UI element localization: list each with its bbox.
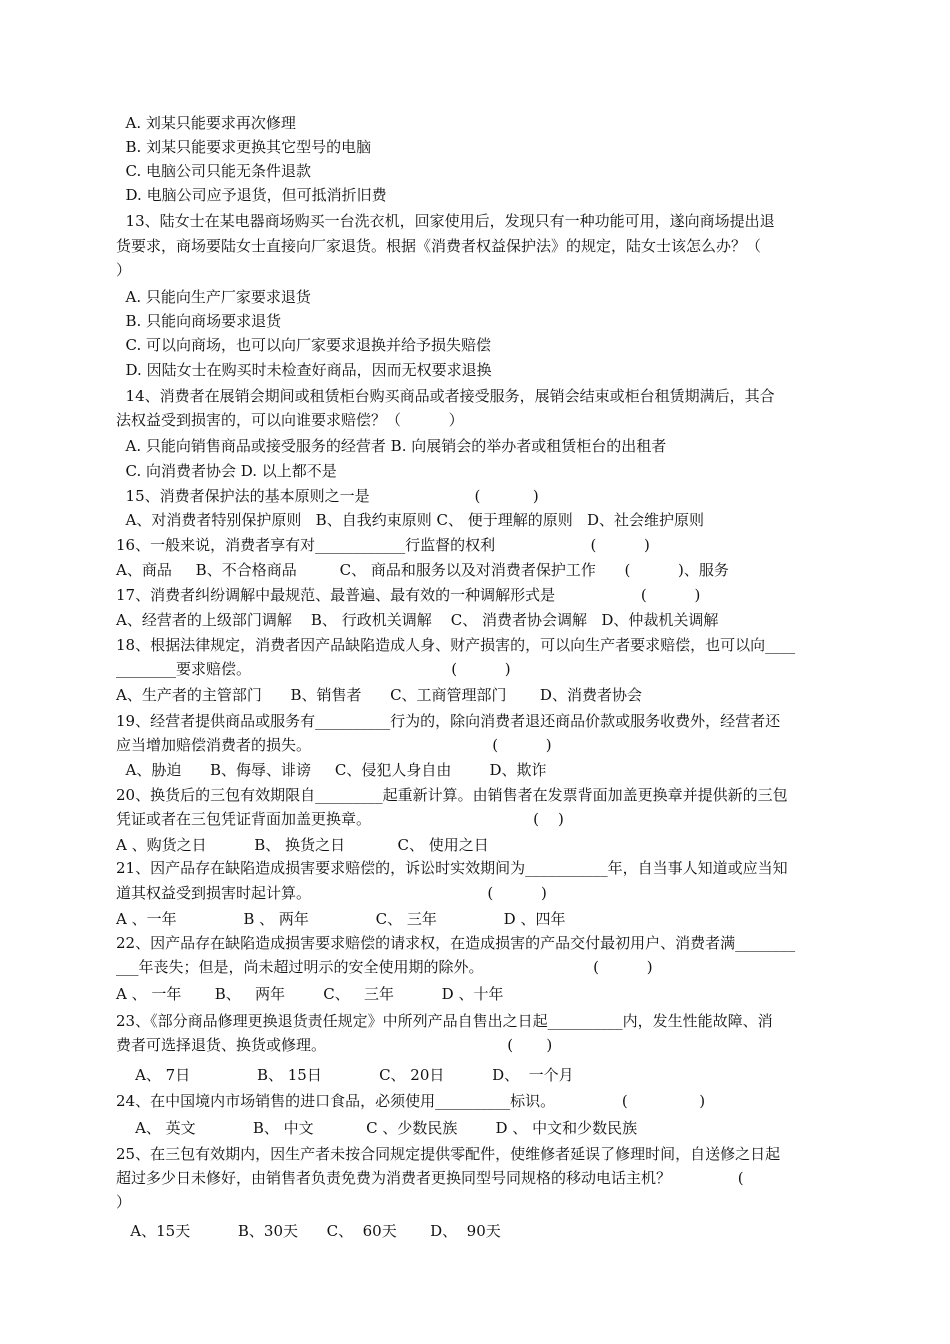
text-line: 凭证或者在三包凭证背面加盖更换章。 ( ) <box>116 810 564 828</box>
text-line: A、 7日 B、 15日 C、 20日 D、 一个月 <box>116 1066 574 1084</box>
text-line: A、生产者的主管部门 B、销售者 C、工商管理部门 D、消费者协会 <box>116 686 642 704</box>
text-line: A 、 一年 B、 两年 C、 三年 D 、十年 <box>116 985 504 1003</box>
text-line: 19、经营者提供商品或服务有__________行为的，除向消费者退还商品价款或服务收费外，经营者还 <box>116 712 781 730</box>
text-line: 24、在中国境内市场销售的进口食品，必须使用__________标识。 ( ) <box>116 1092 706 1110</box>
text-line: A、经营者的上级部门调解 B、 行政机关调解 C、 消费者协会调解 D、仲裁机关调解 <box>116 611 719 629</box>
text-line: 13、陆女士在某电器商场购买一台洗衣机，回家使用后，发现只有一种功能可用，遂向商场提出退 <box>116 212 775 230</box>
text-line: 应当增加赔偿消费者的损失。 ( ) <box>116 736 552 754</box>
text-line: 超过多少日未修好，由销售者负责免费为消费者更换同型号同规格的移动电话主机？ ( <box>116 1169 744 1187</box>
text-line: 道其权益受到损害时起计算。 ( ) <box>116 884 547 902</box>
text-line: 21、因产品存在缺陷造成损害要求赔偿的，诉讼时实效期间为___________年，自当事人知道或应当知 <box>116 859 788 877</box>
text-line: A、胁迫 B、侮辱、诽谤 C、侵犯人身自由 D、欺诈 <box>116 761 547 779</box>
text-line: C. 电脑公司只能无条件退款 <box>116 162 312 180</box>
text-line: A 、一年 B 、 两年 C、 三年 D 、四年 <box>116 910 566 928</box>
text-line: 货要求，商场要陆女士直接向厂家退货。根据《消费者权益保护法》的规定，陆女士该怎么办？（ <box>116 237 762 255</box>
text-line: 15、消费者保护法的基本原则之一是 ( ) <box>116 487 539 505</box>
text-line: B. 刘某只能要求更换其它型号的电脑 <box>116 138 372 156</box>
text-line: C. 向消费者协会 D. 以上都不是 <box>116 462 337 480</box>
text-line: A. 只能向生产厂家要求退货 <box>116 288 311 306</box>
text-line: 法权益受到损害的，可以向谁要求赔偿？（ ） <box>116 411 464 429</box>
text-line: A、商品 B、不合格商品 C、 商品和服务以及对消费者保护工作 ( )、服务 <box>116 561 729 579</box>
text-line: ） <box>116 261 132 279</box>
text-line: A、 英文 B、 中文 C 、少数民族 D 、 中文和少数民族 <box>116 1119 638 1137</box>
text-line: A. 只能向销售商品或接受服务的经营者 B. 向展销会的举办者或租赁柜台的出租者 <box>116 437 667 455</box>
text-line: A、15天 B、30天 C、 60天 D、 90天 <box>116 1222 501 1240</box>
text-line: 18、根据法律规定，消费者因产品缺陷造成人身、财产损害的，可以向生产者要求赔偿，也可以向____ <box>116 636 796 654</box>
text-line: ） <box>116 1193 132 1211</box>
text-line: 费者可选择退货、换货或修理。 ( ) <box>116 1036 553 1054</box>
text-line: 22、因产品存在缺陷造成损害要求赔偿的请求权，在造成损害的产品交付最初用户、消费者满________ <box>116 934 796 952</box>
text-line: A、对消费者特别保护原则 B、自我约束原则 C、 便于理解的原则 D、社会维护原则 <box>116 511 705 529</box>
text-line: A 、购货之日 B、 换货之日 C、 使用之日 <box>116 836 489 854</box>
text-line: D. 因陆女士在购买时未检查好商品，因而无权要求退换 <box>116 361 492 379</box>
text-line: ___年丧失；但是，尚未超过明示的安全使用期的除外。 ( ) <box>116 958 653 976</box>
text-line: 17、消费者纠纷调解中最规范、最普遍、最有效的一种调解形式是 ( ) <box>116 586 701 604</box>
text-line: B. 只能向商场要求退货 <box>116 312 282 330</box>
text-line: D. 电脑公司应予退货，但可抵消折旧费 <box>116 186 387 204</box>
text-line: 16、一般来说，消费者享有对____________行监督的权利 ( ) <box>116 536 650 554</box>
text-line: 25、在三包有效期内，因生产者未按合同规定提供零配件，使维修者延误了修理时间，自送修之日起 <box>116 1145 781 1163</box>
text-line: 20、换货后的三包有效期限自_________起重新计算。由销售者在发票背面加盖更换章并提供新的三包 <box>116 786 788 804</box>
text-line: 23、《部分商品修理更换退货责任规定》中所列产品自售出之日起__________内，发生性能故障、消 <box>116 1012 773 1030</box>
text-line: 14、消费者在展销会期间或租赁柜台购买商品或者接受服务，展销会结束或柜台租赁期满后，其合 <box>116 387 775 405</box>
text-line: ________要求赔偿。 ( ) <box>116 660 511 678</box>
text-line: A. 刘某只能要求再次修理 <box>116 114 296 132</box>
text-line: C. 可以向商场，也可以向厂家要求退换并给予损失赔偿 <box>116 336 492 354</box>
